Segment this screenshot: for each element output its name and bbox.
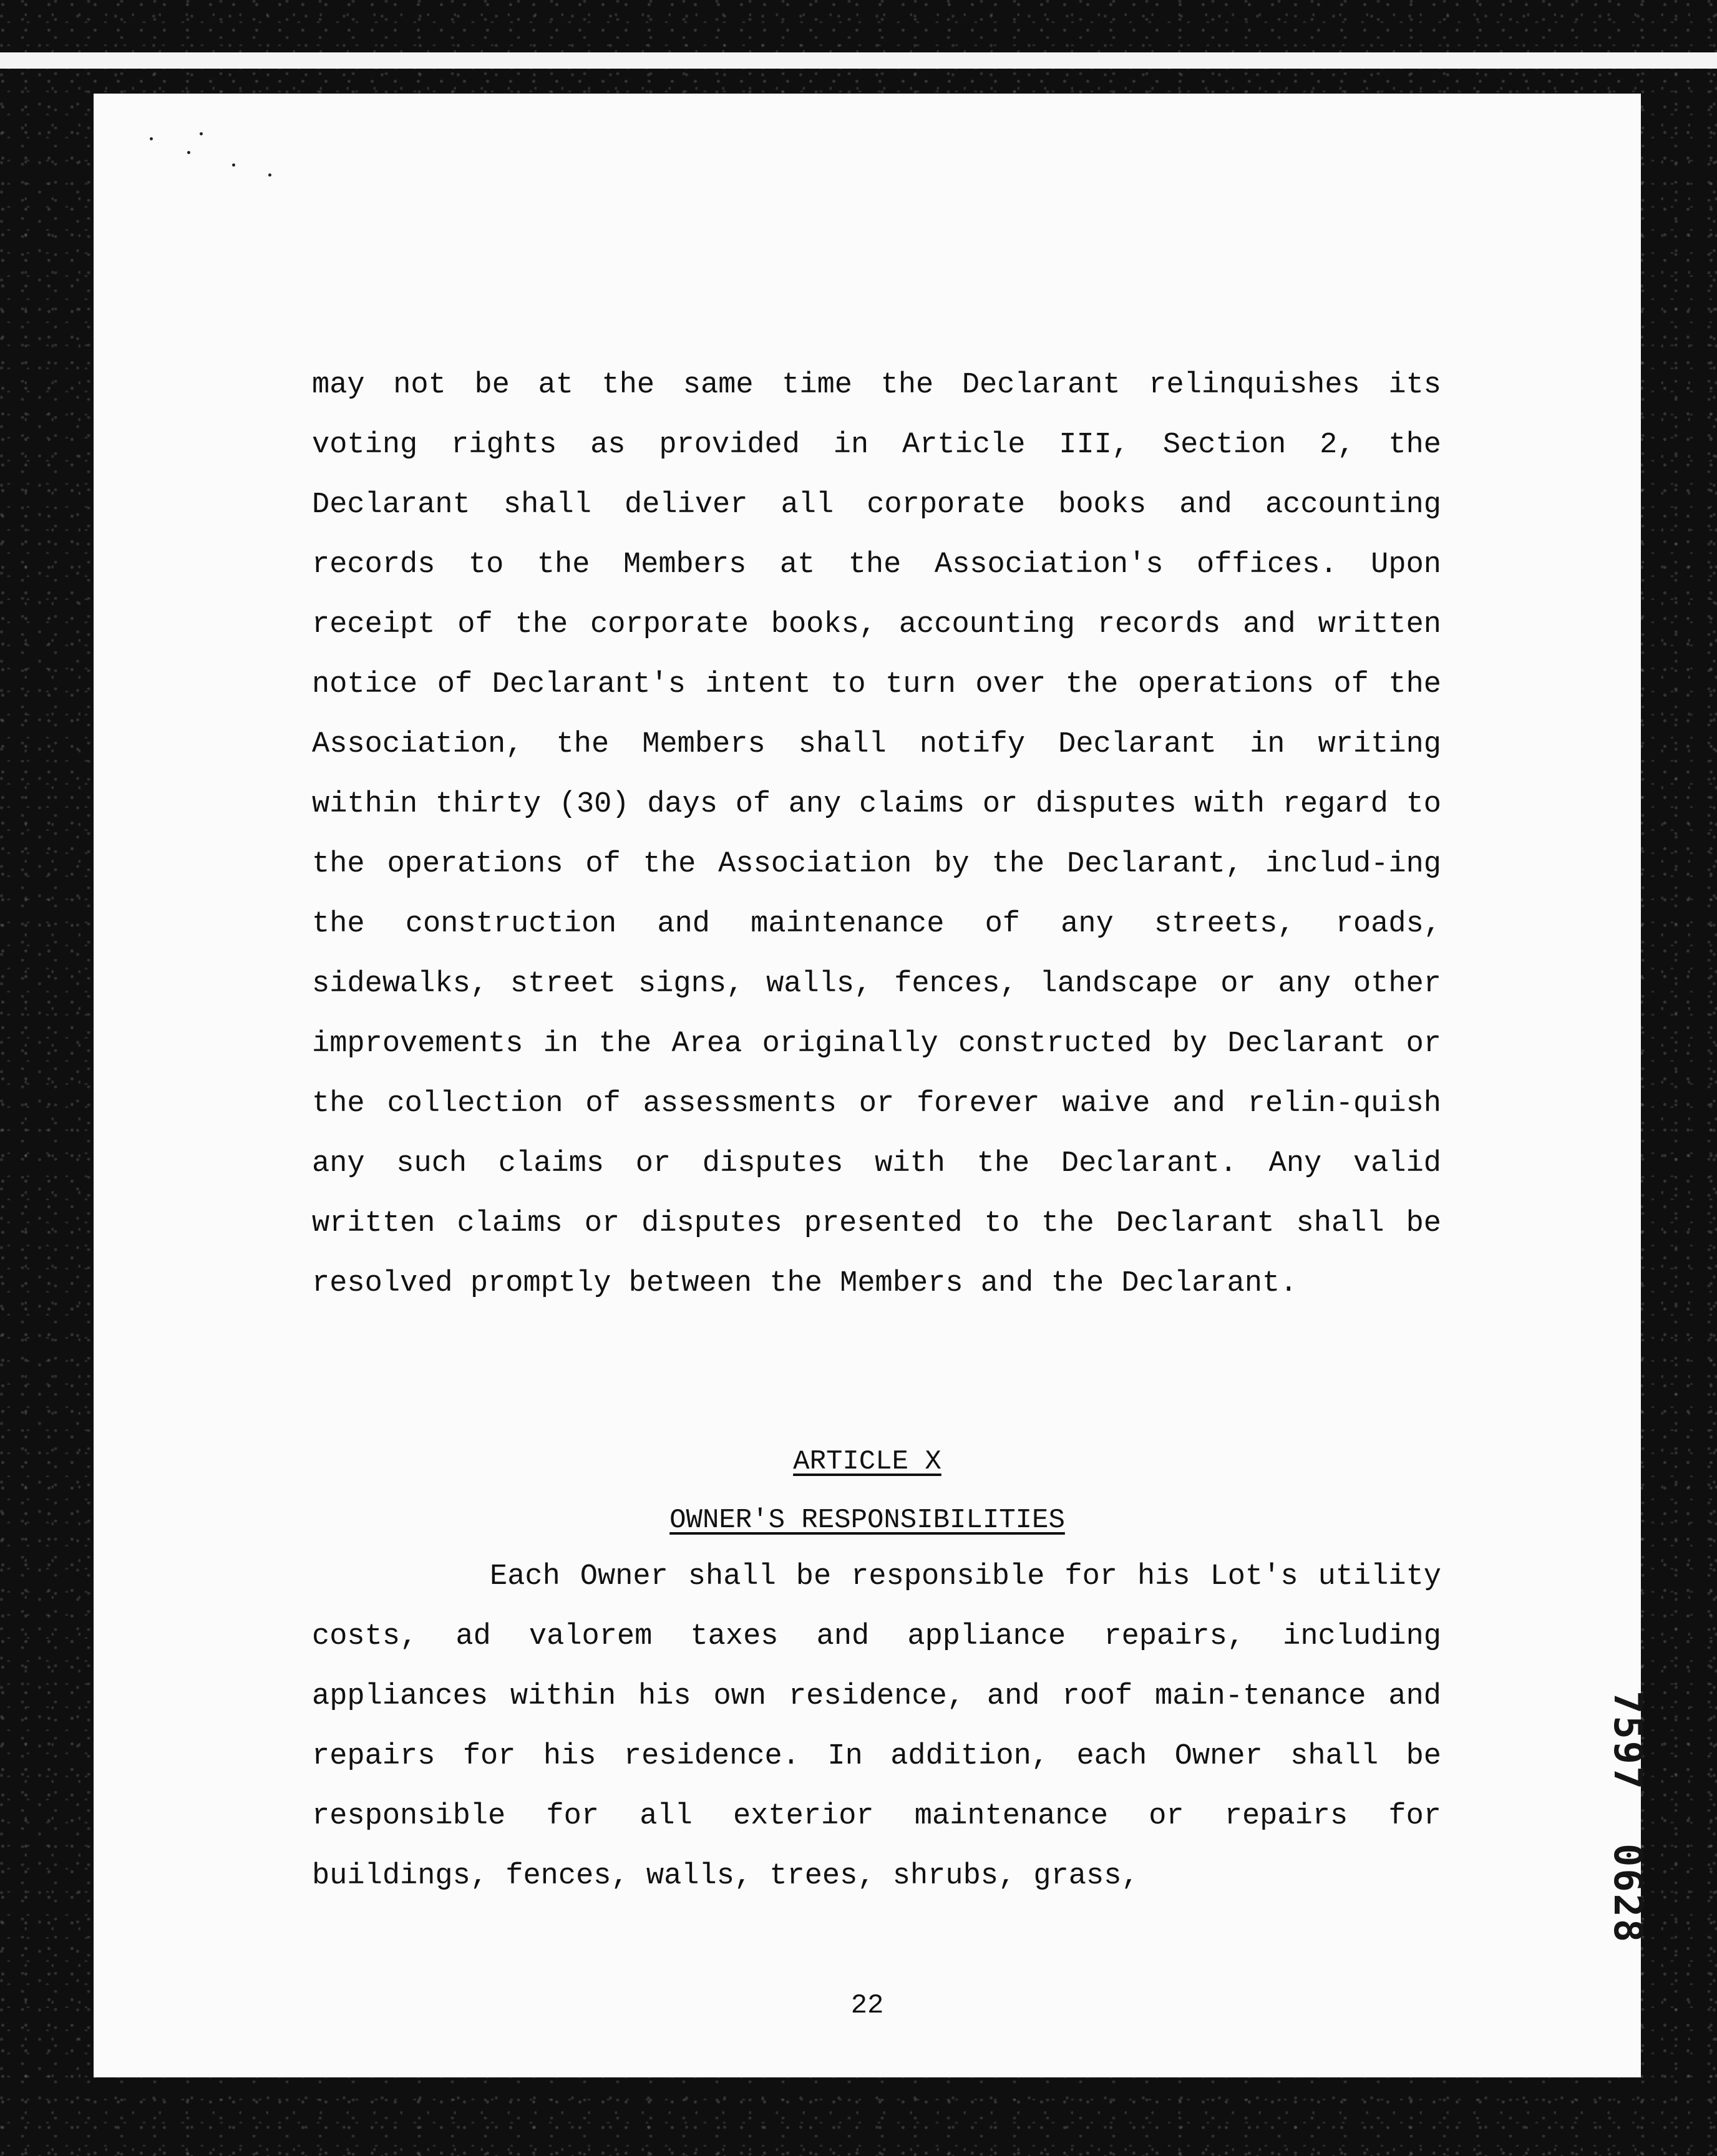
recording-stamp bbox=[1603, 1691, 1666, 1978]
article-title: OWNER'S RESPONSIBILITIES bbox=[669, 1505, 1065, 1536]
article-heading: ARTICLE X bbox=[793, 1446, 941, 1477]
scan-top-rule bbox=[0, 52, 1717, 69]
speck bbox=[150, 137, 153, 140]
speck bbox=[268, 173, 271, 177]
margin-specks bbox=[150, 125, 374, 250]
speck bbox=[200, 132, 203, 135]
speck bbox=[187, 151, 190, 154]
stamp-number-top: 7597 bbox=[1605, 1691, 1651, 1792]
document-page bbox=[94, 94, 1651, 2077]
page-number: 22 bbox=[850, 1990, 884, 2021]
speck bbox=[232, 163, 235, 167]
stamp-number-bottom: 0628 bbox=[1605, 1843, 1651, 1945]
body-paragraph: may not be at the same time the Declarant relinquishes its voting rights as provided in Article III, Section 2, the Declarant shall deliver all corporate books and accounting records to the Members at the Association's offices. Upon receipt of the corporate books, accounting records and written notice of Declarant's intent to turn over the operations of the Association, the Members shall notify Declarant in writing within thirty (30) days of any claims or disputes with regard to the operations of the Association by the Declarant, includ-ing the construction and maintenance of any streets, roads, sidewalks, street signs, walls, fences, landscape or any other improvements in the Area originally constructed by Declarant or the collection of assessments or forever waive and relin-quish any such claims or disputes with the Declarant. Any valid written claims or disputes presented to the Declarant shall be resolved promptly between the Members and the Declarant. bbox=[312, 369, 1441, 1300]
article-paragraph-text: Each Owner shall be responsible for his Lot's utility costs, ad valorem taxes and appliance repairs, including appliances within his own residence, and roof main-tenance and repairs for his residence. In addition, each Owner shall be responsible for all exterior maintenance or repairs for buildings, fences, walls, trees, shrubs, grass, bbox=[312, 1560, 1441, 1893]
article-paragraph bbox=[312, 1547, 1441, 1906]
